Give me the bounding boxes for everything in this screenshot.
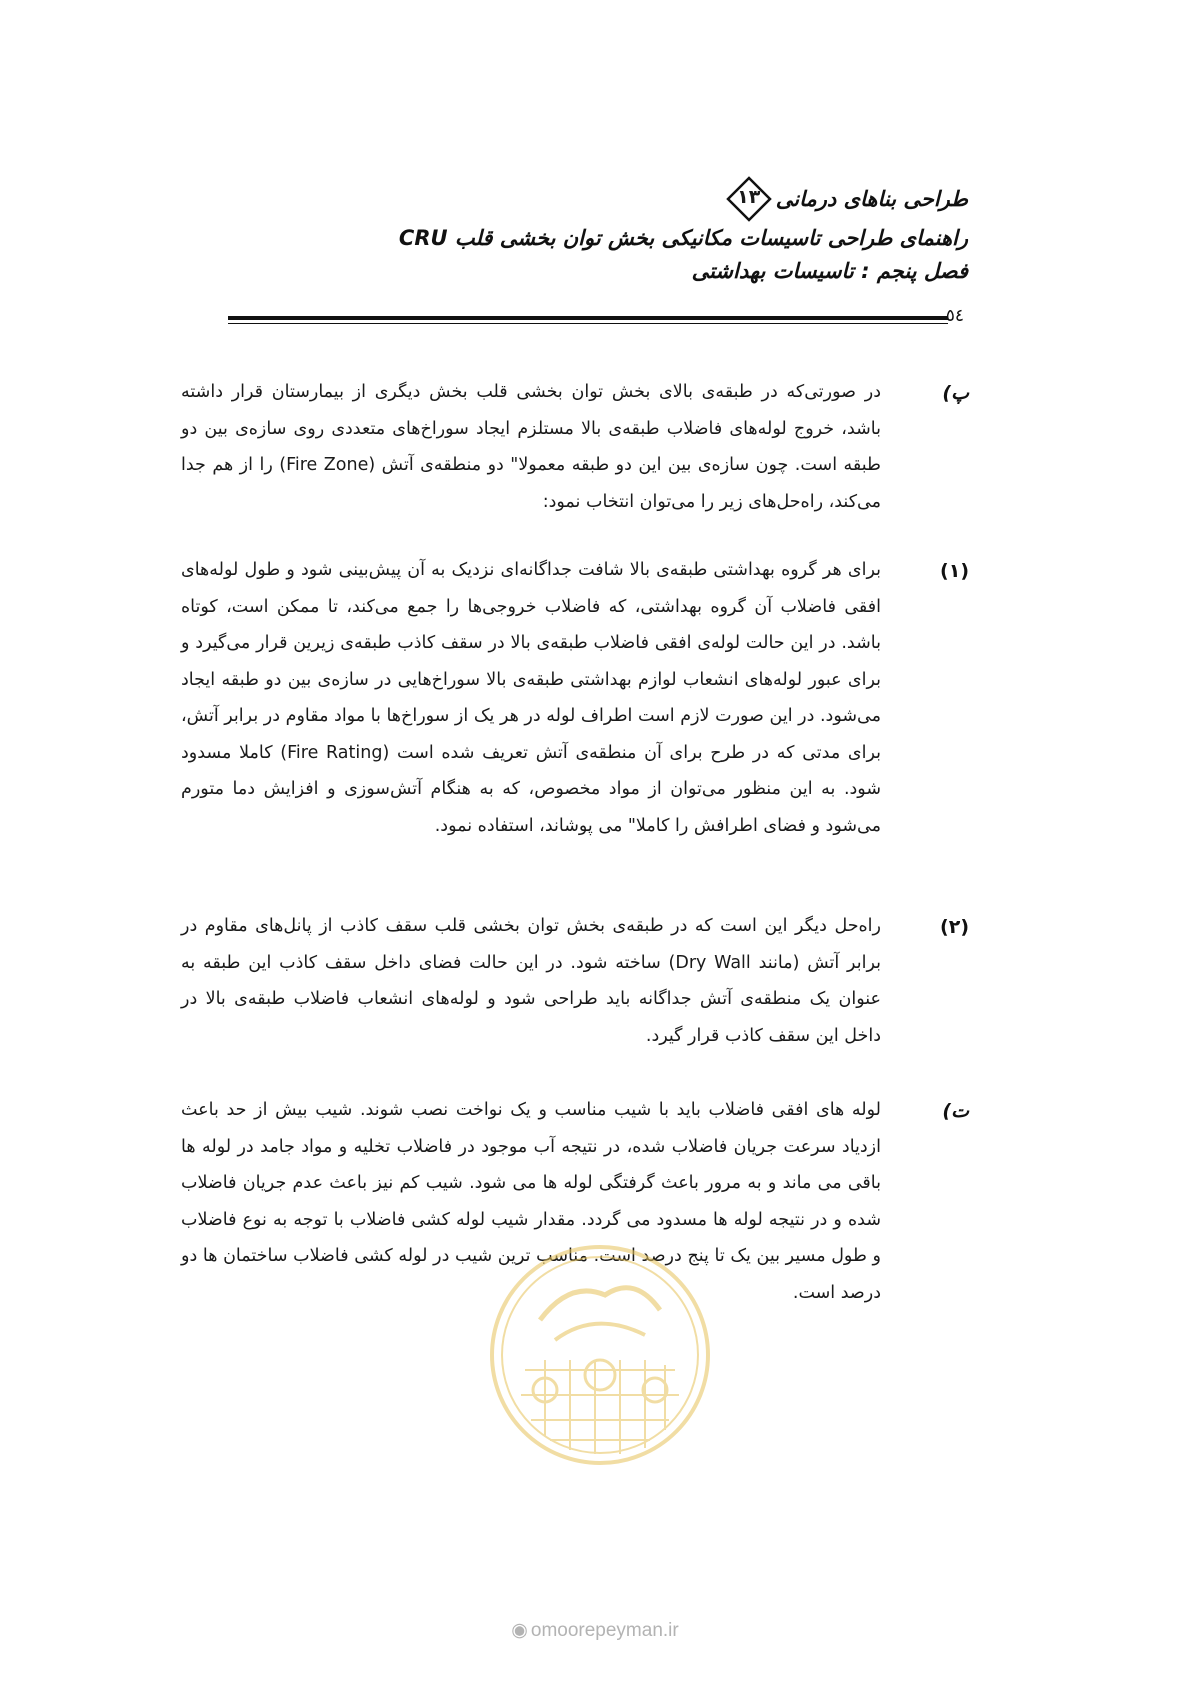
item-2-text: راه‌حل دیگر این است که در طبقه‌ی بخش توان بخشی قلب سقف کاذب از پانل‌های مقاوم در برابر آتش (مانند Dry Wall) ساخته شود. در این حالت فضای داخل سقف کاذب این طبقه به عنوان یک منطقه‌ی آتش جداگانه باید طراحی شود و لوله‌های انشعاب فاضلاب طبقه‌ی بالا در داخل این سقف کاذب قرار گیرد. bbox=[181, 916, 881, 1046]
header-title-row bbox=[399, 176, 968, 222]
section-marker-pe: پ) bbox=[942, 382, 969, 404]
item-2 bbox=[181, 908, 881, 1054]
document-header bbox=[399, 176, 968, 288]
site-url: omoorepeyman.ir bbox=[530, 1620, 679, 1641]
chapter-title: فصل پنجم : تاسیسات بهداشتی bbox=[691, 259, 968, 283]
page-number: ٥٤ bbox=[945, 306, 964, 326]
volume-number: ۱۳ bbox=[737, 186, 761, 208]
item-1 bbox=[181, 552, 881, 844]
divider-thin bbox=[228, 323, 948, 324]
emblem-icon bbox=[485, 1240, 715, 1470]
header-divider bbox=[228, 316, 948, 324]
at-icon: ◉ bbox=[511, 1620, 528, 1641]
item-1-text: برای هر گروه بهداشتی طبقه‌ی بالا شافت جداگانه‌ای نزدیک به آن پیش‌بینی شود و طول لوله‌های افقی فاضلاب آن گروه بهداشتی، که فاضلاب خروجی‌ها را جمع می‌کند، تا ممکن است، کوتاه باشد. در این حالت لوله‌ی افقی فاضلاب طبقه‌ی بالا در سقف کاذب طبقه‌ی زیرین قرار می‌گیرد و برای عبور لوله‌های انشعاب لوازم بهداشتی طبقه‌ی بالا سوراخ‌هایی در سازه‌ی بین دو طبقه ایجاد می‌شود. در این صورت لازم است اطراف لوله در هر یک از سوراخ‌ها با مواد مقاوم در برابر آتش، برای مدتی که در طرح برای آن منطقه‌ی آتش تعریف شده است (Fire Rating) کاملا مسدود شود. به این منظور می‌توان از مواد مخصوص، که به هنگام آتش‌سوزی و افزایش دما متورم می‌شود و فضای اطرافش را کاملا" می پوشاند، استفاده نمود. bbox=[181, 560, 881, 836]
section-marker-te: ت) bbox=[942, 1100, 969, 1122]
item-marker-1: (۱) bbox=[940, 560, 969, 582]
watermark-site bbox=[0, 1619, 1190, 1642]
section-pe-text: در صورتی‌که در طبقه‌ی بالای بخش توان بخشی قلب بخش دیگری از بیمارستان قرار داشته باشد، خروج لوله‌های فاضلاب طبقه‌ی بالا مستلزم ایجاد سوراخ‌های متعددی روی سازه‌ی بین دو طبقه است. چون سازه‌ی بین این دو طبقه معمولا" دو منطقه‌ی آتش (Fire Zone) را از هم جدا می‌کند، راه‌حل‌های زیر را می‌توان انتخاب نمود: bbox=[181, 382, 881, 512]
section-te-text: لوله های افقی فاضلاب باید با شیب مناسب و یک نواخت نصب شوند. شیب بیش از حد باعث ازدیاد سرعت جریان فاضلاب شده، در نتیجه آب موجود در فاضلاب تخلیه و مواد جامد در لوله ها باقی می ماند و به مرور باعث گرفتگی لوله ها می شود. شیب کم نیز باعث عدم جریان فاضلاب شده و در نتیجه لوله ها مسدود می گردد. مقدار شیب لوله کشی فاضلاب با توجه به نوع فاضلاب و طول مسیر بین یک تا پنج درصد است. مناسب ترین شیب در لوله کشی فاضلاب ساختمان ها دو درصد است. bbox=[181, 1100, 881, 1303]
item-marker-2: (۲) bbox=[940, 916, 969, 938]
book-title: طراحی بناهای درمانی bbox=[775, 186, 968, 211]
section-pe bbox=[181, 374, 881, 520]
volume-badge bbox=[726, 176, 772, 222]
watermark-logo bbox=[485, 1240, 715, 1470]
guide-title: راهنمای طراحی تاسیسات مکانیکی بخش توان بخشی قلب CRU bbox=[398, 226, 968, 250]
